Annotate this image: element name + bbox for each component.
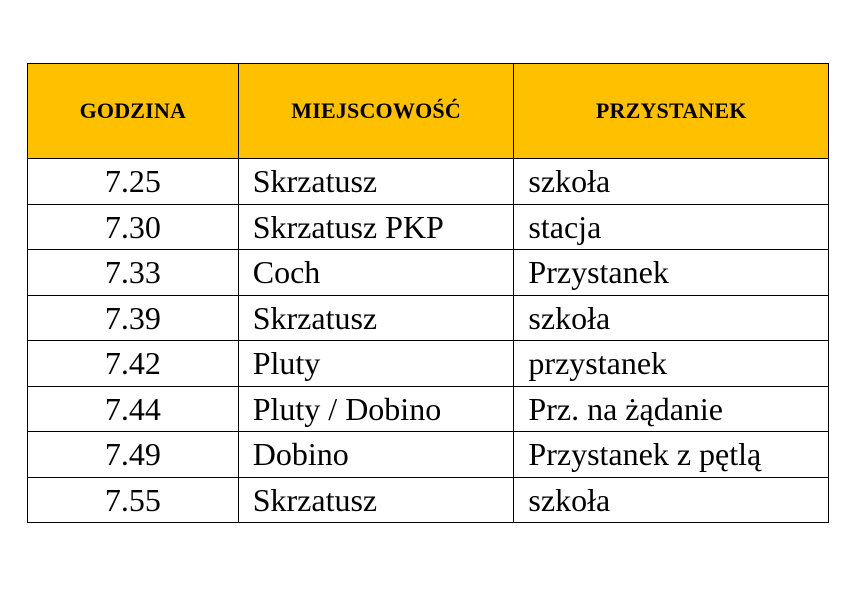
- header-miejscowosc: MIEJSCOWOŚĆ: [238, 64, 514, 159]
- header-godzina: GODZINA: [28, 64, 239, 159]
- table-row: [28, 250, 829, 296]
- place-cell: Skrzatusz: [238, 295, 514, 341]
- stop-cell: szkoła: [514, 159, 829, 205]
- place-cell: Skrzatusz: [238, 477, 514, 523]
- place-cell: Pluty / Dobino: [238, 386, 514, 432]
- stop-cell: przystanek: [514, 341, 829, 387]
- stop-cell: Prz. na żądanie: [514, 386, 829, 432]
- table-row: [28, 386, 829, 432]
- time-cell: 7.49: [28, 432, 239, 478]
- time-cell: 7.39: [28, 295, 239, 341]
- place-cell: Skrzatusz PKP: [238, 204, 514, 250]
- time-cell: 7.33: [28, 250, 239, 296]
- place-cell: Skrzatusz: [238, 159, 514, 205]
- stop-cell: stacja: [514, 204, 829, 250]
- table-row: [28, 432, 829, 478]
- time-cell: 7.44: [28, 386, 239, 432]
- table-row: [28, 159, 829, 205]
- table-row: [28, 295, 829, 341]
- time-cell: 7.25: [28, 159, 239, 205]
- table-body: [28, 159, 829, 523]
- place-cell: Coch: [238, 250, 514, 296]
- header-przystanek: PRZYSTANEK: [514, 64, 829, 159]
- table-row: [28, 477, 829, 523]
- stop-cell: szkoła: [514, 477, 829, 523]
- table-row: [28, 204, 829, 250]
- place-cell: Pluty: [238, 341, 514, 387]
- stop-cell: Przystanek: [514, 250, 829, 296]
- place-cell: Dobino: [238, 432, 514, 478]
- stop-cell: szkoła: [514, 295, 829, 341]
- bus-schedule-table: [27, 63, 829, 523]
- time-cell: 7.30: [28, 204, 239, 250]
- time-cell: 7.42: [28, 341, 239, 387]
- table-row: [28, 341, 829, 387]
- time-cell: 7.55: [28, 477, 239, 523]
- stop-cell: Przystanek z pętlą: [514, 432, 829, 478]
- header-row: [28, 64, 829, 159]
- table-header: [28, 64, 829, 159]
